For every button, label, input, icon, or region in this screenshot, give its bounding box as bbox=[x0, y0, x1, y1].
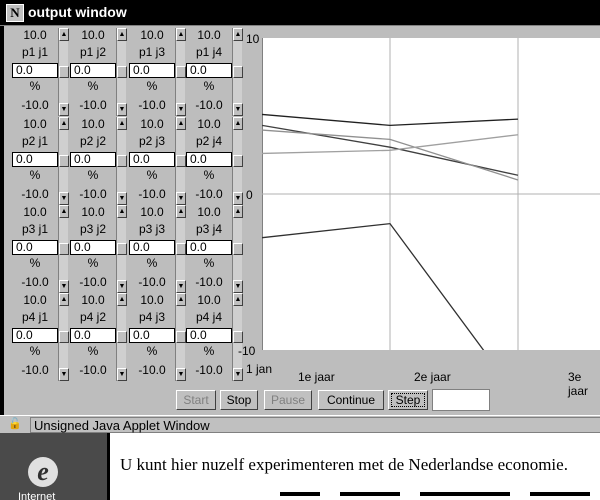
scroll-down-arrow-icon[interactable]: ▼ bbox=[176, 192, 186, 205]
output-window-titlebar[interactable] bbox=[0, 0, 600, 26]
unit-label: % bbox=[87, 256, 99, 270]
slider-min-label: -10.0 bbox=[138, 363, 166, 377]
param-scrollbar[interactable] bbox=[175, 117, 185, 205]
scroll-down-arrow-icon[interactable]: ▼ bbox=[59, 192, 69, 205]
scroll-up-arrow-icon[interactable]: ▲ bbox=[117, 205, 127, 218]
scroll-down-arrow-icon[interactable]: ▼ bbox=[117, 280, 127, 293]
scroll-down-arrow-icon[interactable]: ▼ bbox=[59, 280, 69, 293]
scroll-up-arrow-icon[interactable]: ▲ bbox=[233, 28, 243, 41]
scroll-thumb[interactable] bbox=[59, 331, 69, 343]
unit-label: % bbox=[146, 256, 158, 270]
control-1-3 bbox=[186, 117, 240, 206]
scroll-up-arrow-icon[interactable]: ▲ bbox=[117, 117, 127, 130]
control-3-0 bbox=[12, 293, 66, 382]
param-scrollbar[interactable] bbox=[175, 293, 185, 381]
slider-max-label: 10.0 bbox=[81, 205, 105, 219]
param-label: p1 j2 bbox=[79, 45, 107, 59]
control-2-3 bbox=[186, 205, 240, 294]
control-1-0 bbox=[12, 117, 66, 206]
param-value-input[interactable]: 0.0 bbox=[70, 152, 116, 167]
unit-label: % bbox=[87, 168, 99, 182]
scroll-up-arrow-icon[interactable]: ▲ bbox=[233, 117, 243, 130]
scroll-up-arrow-icon[interactable]: ▲ bbox=[233, 205, 243, 218]
param-scrollbar[interactable] bbox=[116, 117, 126, 205]
scroll-down-arrow-icon[interactable]: ▼ bbox=[176, 368, 186, 381]
window-title: output window bbox=[28, 4, 127, 20]
unit-label: % bbox=[29, 79, 41, 93]
param-scrollbar[interactable] bbox=[116, 28, 126, 116]
unit-label: % bbox=[87, 344, 99, 358]
param-value-input[interactable]: 0.0 bbox=[70, 63, 116, 78]
scroll-down-arrow-icon[interactable]: ▼ bbox=[117, 192, 127, 205]
scroll-down-arrow-icon[interactable]: ▼ bbox=[176, 280, 186, 293]
slider-min-label: -10.0 bbox=[79, 98, 107, 112]
param-label: p4 j1 bbox=[21, 310, 49, 324]
param-value-input[interactable]: 0.0 bbox=[186, 328, 232, 343]
slider-min-label: -10.0 bbox=[195, 187, 223, 201]
param-label: p1 j1 bbox=[21, 45, 49, 59]
scroll-up-arrow-icon[interactable]: ▲ bbox=[59, 28, 69, 41]
stop-button[interactable]: Stop bbox=[220, 390, 258, 410]
slider-max-label: 10.0 bbox=[23, 205, 47, 219]
scroll-thumb[interactable] bbox=[117, 155, 127, 167]
y-tick-label: 10 bbox=[246, 32, 260, 46]
param-value-input[interactable]: 0.0 bbox=[186, 63, 232, 78]
x-tick-label: 2e jaar bbox=[414, 370, 451, 384]
param-label: p3 j2 bbox=[79, 222, 107, 236]
scroll-thumb[interactable] bbox=[176, 155, 186, 167]
slider-max-label: 10.0 bbox=[81, 28, 105, 42]
slider-min-label: -10.0 bbox=[21, 187, 49, 201]
param-value-input[interactable]: 0.0 bbox=[12, 240, 58, 255]
control-0-1 bbox=[70, 28, 124, 117]
param-label: p3 j4 bbox=[195, 222, 223, 236]
scroll-down-arrow-icon[interactable]: ▼ bbox=[117, 103, 127, 116]
scroll-up-arrow-icon[interactable]: ▲ bbox=[59, 293, 69, 306]
param-label: p1 j4 bbox=[195, 45, 223, 59]
slider-min-label: -10.0 bbox=[195, 98, 223, 112]
unit-label: % bbox=[29, 256, 41, 270]
status-text: Unsigned Java Applet Window bbox=[30, 417, 600, 433]
slider-max-label: 10.0 bbox=[140, 28, 164, 42]
scroll-down-arrow-icon[interactable]: ▼ bbox=[233, 368, 243, 381]
slider-min-label: -10.0 bbox=[79, 275, 107, 289]
scroll-up-arrow-icon[interactable]: ▲ bbox=[117, 293, 127, 306]
param-value-input[interactable]: 0.0 bbox=[129, 240, 175, 255]
slider-min-label: -10.0 bbox=[138, 187, 166, 201]
param-label: p4 j3 bbox=[138, 310, 166, 324]
slider-max-label: 10.0 bbox=[23, 293, 47, 307]
slider-min-label: -10.0 bbox=[138, 98, 166, 112]
scroll-thumb[interactable] bbox=[233, 66, 243, 78]
scroll-down-arrow-icon[interactable]: ▼ bbox=[117, 368, 127, 381]
applet-status-bar bbox=[0, 415, 600, 433]
slider-max-label: 10.0 bbox=[140, 205, 164, 219]
slider-max-label: 10.0 bbox=[197, 28, 221, 42]
param-value-input[interactable]: 0.0 bbox=[12, 152, 58, 167]
scroll-up-arrow-icon[interactable]: ▲ bbox=[117, 28, 127, 41]
scroll-thumb[interactable] bbox=[233, 155, 243, 167]
control-2-1 bbox=[70, 205, 124, 294]
param-value-input[interactable]: 0.0 bbox=[70, 240, 116, 255]
scroll-thumb[interactable] bbox=[117, 66, 127, 78]
line-chart bbox=[262, 38, 600, 350]
unit-label: % bbox=[146, 79, 158, 93]
slider-min-label: -10.0 bbox=[79, 363, 107, 377]
slider-max-label: 10.0 bbox=[81, 293, 105, 307]
unit-label: % bbox=[203, 256, 215, 270]
scroll-thumb[interactable] bbox=[59, 243, 69, 255]
scroll-down-arrow-icon[interactable]: ▼ bbox=[59, 103, 69, 116]
slider-min-label: -10.0 bbox=[195, 275, 223, 289]
control-0-0 bbox=[12, 28, 66, 117]
param-value-input[interactable]: 0.0 bbox=[70, 328, 116, 343]
scroll-thumb[interactable] bbox=[176, 243, 186, 255]
param-label: p2 j2 bbox=[79, 134, 107, 148]
scroll-up-arrow-icon[interactable]: ▲ bbox=[176, 293, 186, 306]
x-tick-label: 1 jan bbox=[246, 362, 273, 376]
scroll-thumb[interactable] bbox=[233, 243, 243, 255]
param-value-input[interactable]: 0.0 bbox=[186, 240, 232, 255]
param-label: p3 j3 bbox=[138, 222, 166, 236]
unit-label: % bbox=[146, 344, 158, 358]
netscape-logo-icon: N bbox=[6, 4, 24, 22]
slider-min-label: -10.0 bbox=[79, 187, 107, 201]
param-label: p2 j4 bbox=[195, 134, 223, 148]
param-label: p2 j1 bbox=[21, 134, 49, 148]
scroll-thumb[interactable] bbox=[59, 66, 69, 78]
param-scrollbar[interactable] bbox=[58, 28, 68, 116]
slider-max-label: 10.0 bbox=[197, 293, 221, 307]
param-scrollbar[interactable] bbox=[175, 28, 185, 116]
unit-label: % bbox=[203, 79, 215, 93]
slider-max-label: 10.0 bbox=[140, 293, 164, 307]
scroll-thumb[interactable] bbox=[176, 66, 186, 78]
param-value-input[interactable]: 0.0 bbox=[12, 328, 58, 343]
slider-min-label: -10.0 bbox=[21, 275, 49, 289]
scroll-thumb[interactable] bbox=[117, 243, 127, 255]
y-tick-label: 0 bbox=[246, 188, 253, 202]
start-button[interactable]: Start bbox=[176, 390, 216, 410]
unit-label: % bbox=[29, 344, 41, 358]
control-3-3 bbox=[186, 293, 240, 382]
continue-button[interactable]: Continue bbox=[318, 390, 384, 410]
unlock-icon: 🔓 bbox=[8, 418, 22, 430]
param-label: p2 j3 bbox=[138, 134, 166, 148]
slider-max-label: 10.0 bbox=[197, 117, 221, 131]
control-0-2 bbox=[129, 28, 183, 117]
scroll-up-arrow-icon[interactable]: ▲ bbox=[59, 117, 69, 130]
param-value-input[interactable]: 0.0 bbox=[129, 63, 175, 78]
param-value-input[interactable]: 0.0 bbox=[129, 152, 175, 167]
y-tick-label: -10 bbox=[238, 344, 256, 358]
applet-panel bbox=[0, 26, 600, 415]
slider-min-label: -10.0 bbox=[138, 275, 166, 289]
control-2-0 bbox=[12, 205, 66, 294]
scroll-down-arrow-icon[interactable]: ▼ bbox=[233, 103, 243, 116]
param-value-input[interactable]: 0.0 bbox=[12, 63, 58, 78]
unit-label: % bbox=[203, 168, 215, 182]
control-1-1 bbox=[70, 117, 124, 206]
scroll-thumb[interactable] bbox=[59, 155, 69, 167]
slider-max-label: 10.0 bbox=[197, 205, 221, 219]
param-scrollbar[interactable] bbox=[116, 205, 126, 293]
param-value-input[interactable]: 0.0 bbox=[129, 328, 175, 343]
param-label: p4 j4 bbox=[195, 310, 223, 324]
scroll-up-arrow-icon[interactable]: ▲ bbox=[233, 293, 243, 306]
slider-max-label: 10.0 bbox=[23, 117, 47, 131]
param-scrollbar[interactable] bbox=[232, 293, 242, 381]
control-3-2 bbox=[129, 293, 183, 382]
param-scrollbar[interactable] bbox=[232, 28, 242, 116]
desktop-area bbox=[0, 433, 110, 500]
scroll-up-arrow-icon[interactable]: ▲ bbox=[176, 117, 186, 130]
scroll-down-arrow-icon[interactable]: ▼ bbox=[59, 368, 69, 381]
x-tick-label: 1e jaar bbox=[298, 370, 335, 384]
param-scrollbar[interactable] bbox=[116, 293, 126, 381]
page-paragraph: U kunt hier nuzelf experimenteren met de Nederlandse economie. bbox=[120, 455, 568, 474]
step-button[interactable]: Step bbox=[388, 390, 428, 410]
slider-min-label: -10.0 bbox=[21, 98, 49, 112]
param-label: p3 j1 bbox=[21, 222, 49, 236]
scroll-up-arrow-icon[interactable]: ▲ bbox=[176, 205, 186, 218]
scroll-thumb[interactable] bbox=[117, 331, 127, 343]
scroll-thumb[interactable] bbox=[233, 331, 243, 343]
control-1-2 bbox=[129, 117, 183, 206]
slider-max-label: 10.0 bbox=[23, 28, 47, 42]
scroll-down-arrow-icon[interactable]: ▼ bbox=[176, 103, 186, 116]
param-scrollbar[interactable] bbox=[175, 205, 185, 293]
scroll-up-arrow-icon[interactable]: ▲ bbox=[59, 205, 69, 218]
control-2-2 bbox=[129, 205, 183, 294]
slider-max-label: 10.0 bbox=[81, 117, 105, 131]
unit-label: % bbox=[146, 168, 158, 182]
browser-page bbox=[0, 433, 600, 500]
slider-min-label: -10.0 bbox=[195, 363, 223, 377]
slider-max-label: 10.0 bbox=[140, 117, 164, 131]
page-text-cutoff bbox=[270, 490, 600, 496]
param-scrollbar[interactable] bbox=[232, 205, 242, 293]
param-scrollbar[interactable] bbox=[58, 293, 68, 381]
param-value-input[interactable]: 0.0 bbox=[186, 152, 232, 167]
param-label: p1 j3 bbox=[138, 45, 166, 59]
unit-label: % bbox=[29, 168, 41, 182]
x-tick-label: 3e jaar bbox=[568, 370, 589, 398]
desktop-icon-label[interactable]: Internet bbox=[18, 491, 56, 500]
unit-label: % bbox=[87, 79, 99, 93]
param-scrollbar[interactable] bbox=[232, 117, 242, 205]
control-0-3 bbox=[186, 28, 240, 117]
scroll-thumb[interactable] bbox=[176, 331, 186, 343]
scroll-down-arrow-icon[interactable]: ▼ bbox=[233, 192, 243, 205]
scroll-down-arrow-icon[interactable]: ▼ bbox=[233, 280, 243, 293]
step-input[interactable] bbox=[432, 389, 490, 411]
scroll-up-arrow-icon[interactable]: ▲ bbox=[176, 28, 186, 41]
ie-icon[interactable]: e bbox=[28, 457, 58, 487]
slider-min-label: -10.0 bbox=[21, 363, 49, 377]
chart-area bbox=[262, 38, 600, 350]
param-scrollbar[interactable] bbox=[58, 205, 68, 293]
param-scrollbar[interactable] bbox=[58, 117, 68, 205]
control-3-1 bbox=[70, 293, 124, 382]
param-label: p4 j2 bbox=[79, 310, 107, 324]
pause-button[interactable]: Pause bbox=[264, 390, 312, 410]
unit-label: % bbox=[203, 344, 215, 358]
